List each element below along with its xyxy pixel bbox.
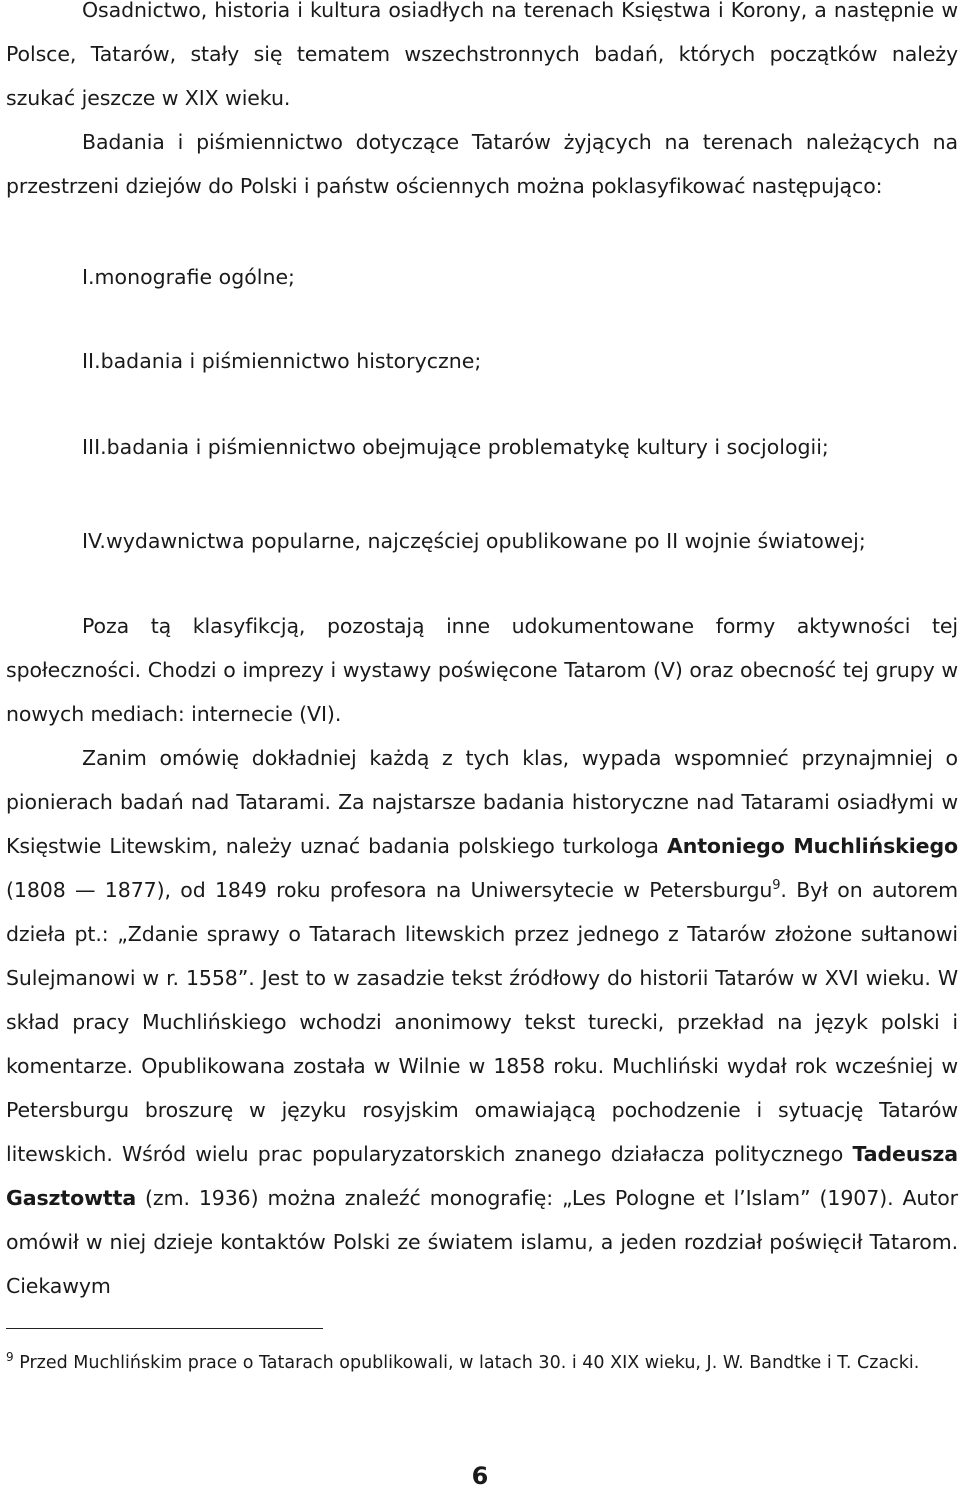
paragraph-pioneers-text-4: (zm. 1936) można znaleźć monografię: „Les Pologne et l’Islam” (1907). Autor omówił w niej dzieje kontaktów Polski ze światem islamu, a jeden rozdział poświęcił Tatarom. Ciekawym — [6, 1186, 958, 1298]
page-number: 6 — [471, 1462, 489, 1490]
paragraph-pioneers-text-3: . Był on autorem dzieła pt.: „Zdanie sprawy o Tatarach litewskich przez jednego z Tatarów złożone sułtanowi Sulejmanowi w r. 1558”. Jest to w zasadzie tekst źródłowy do historii Tatarów w XVI wieku. W skład pracy Muchlińskiego wchodzi anonimowy tekst turecki, przekład na język polski i komentarze. Opublikowana została w Wilnie w 1858 roku. Muchliński wydał rok wcześniej w Petersburgu broszurę w języku rosyjskim omawiającą pochodzenie i sytuację Tatarów litewskich. Wśród wielu prac popularyzatorskich znanego działacza politycznego — [6, 878, 958, 1166]
paragraph-other-forms — [6, 604, 958, 736]
footnote-number: 9 — [6, 1350, 14, 1365]
paragraph-pioneers-text-2: (1808 — 1877), od 1849 roku profesora na Uniwersytecie w Petersburgu — [6, 878, 773, 902]
classification-item-2: II.badania i piśmiennictwo historyczne; — [82, 349, 482, 373]
paragraph-intro — [6, 0, 958, 120]
paragraph-other-forms-text: Poza tą klasyfikcją, pozostają inne udokumentowane formy aktywności tej społeczności. Chodzi o imprezy i wystawy poświęcone Tatarom (V) oraz obecność tej grupy w nowych mediach: internecie (VI). — [6, 614, 958, 726]
footnote — [6, 1344, 958, 1382]
footnote-reference[interactable]: 9 — [772, 878, 781, 894]
paragraph-intro-text: Osadnictwo, historia i kultura osiadłych na terenach Księstwa i Korony, a następnie w Polsce, Tatarów, stały się tematem wszechstronnych badań, których początków należy szukać jeszcze w XIX wieku. — [6, 0, 958, 110]
classification-item-3: III.badania i piśmiennictwo obejmujące problematykę kultury i socjologii; — [82, 435, 829, 459]
person-name-muchlinski: Antoniego Muchlińskiego — [666, 834, 958, 858]
person-name-gasztowtt: Tadeusza Gasztowtta — [6, 1142, 958, 1210]
classification-item-1: I.monografie ogólne; — [82, 265, 295, 289]
paragraph-pioneers — [6, 736, 958, 1308]
classification-item-4: IV.wydawnictwa popularne, najczęściej opublikowane po II wojnie światowej; — [82, 529, 866, 553]
footnote-text: Przed Muchlińskim prace o Tatarach opublikowali, w latach 30. i 40 XIX wieku, J. W. Bandtke i T. Czacki. — [19, 1353, 920, 1373]
footnote-separator — [6, 1328, 323, 1329]
paragraph-classification-intro — [6, 120, 958, 208]
paragraph-classification-intro-text: Badania i piśmiennictwo dotyczące Tatarów żyjących na terenach należących na przestrzeni dziejów do Polski i państw ościennych można poklasyfikować następująco: — [6, 130, 958, 198]
paragraph-pioneers-text-1: Zanim omówię dokładniej każdą z tych klas, wypada wspomnieć przynajmniej o pionierach badań nad Tatarami. Za najstarsze badania historyczne nad Tatarami osiadłymi w Księstwie Litewskim, należy uznać badania polskiego turkologa — [6, 746, 958, 858]
